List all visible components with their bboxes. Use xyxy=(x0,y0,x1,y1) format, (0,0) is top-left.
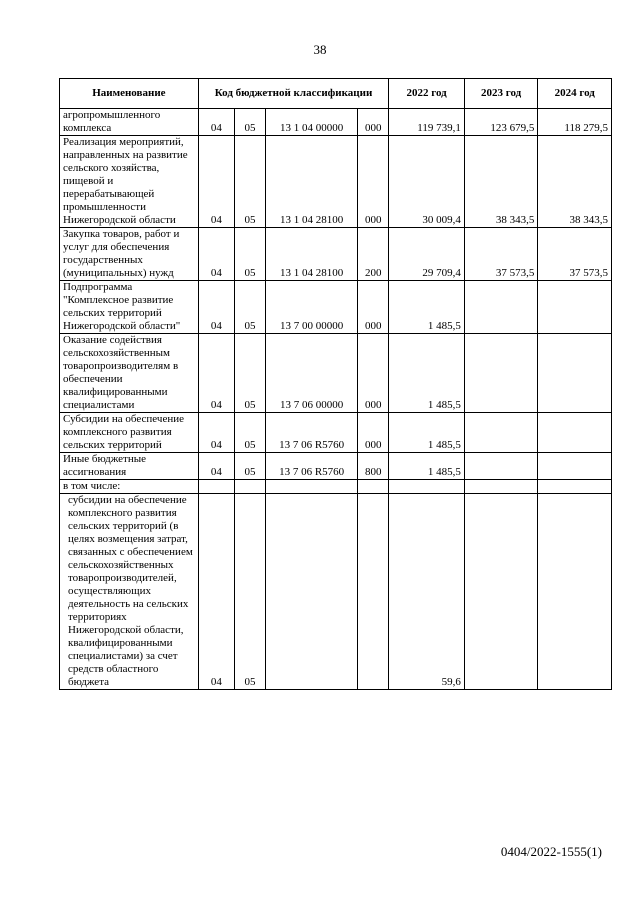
row-2024 xyxy=(538,281,612,334)
row-2024 xyxy=(538,453,612,480)
row-2022: 1 485,5 xyxy=(389,413,465,453)
row-name: Субсидии на обеспечение комплексного развития сельских территорий xyxy=(60,413,199,453)
row-subsection: 05 xyxy=(235,228,266,281)
row-expense-type: 000 xyxy=(358,281,389,334)
row-2022: 1 485,5 xyxy=(389,334,465,413)
row-target-article: 13 7 06 R5760 xyxy=(266,453,358,480)
table-header-row xyxy=(60,79,612,109)
row-name: Оказание содействия сельскохозяйственным товаропроизводителям в обеспечении квалифицированными специалистами xyxy=(60,334,199,413)
row-name: Подпрограмма "Комплексное развитие сельских территорий Нижегородской области" xyxy=(60,281,199,334)
header-code: Код бюджетной классификации xyxy=(198,79,389,109)
header-2024: 2024 год xyxy=(538,79,612,109)
row-2024: 38 343,5 xyxy=(538,136,612,228)
row-section: 04 xyxy=(198,494,234,690)
header-2022: 2022 год xyxy=(389,79,465,109)
table-row xyxy=(60,334,612,413)
row-name: Иные бюджетные ассигнования xyxy=(60,453,199,480)
page-number: 38 xyxy=(313,42,327,57)
row-target-article: 13 7 00 00000 xyxy=(266,281,358,334)
row-subsection: 05 xyxy=(235,453,266,480)
row-section: 04 xyxy=(198,109,234,136)
row-target-article: 13 1 04 00000 xyxy=(266,109,358,136)
row-2024: 37 573,5 xyxy=(538,228,612,281)
row-target-article xyxy=(266,494,358,690)
row-2023 xyxy=(464,453,538,480)
header-2023: 2023 год xyxy=(464,79,538,109)
row-section: 04 xyxy=(198,453,234,480)
row-2023 xyxy=(464,494,538,690)
row-2023 xyxy=(464,413,538,453)
row-expense-type: 800 xyxy=(358,453,389,480)
row-section xyxy=(198,480,234,494)
row-2022: 30 009,4 xyxy=(389,136,465,228)
row-2023: 37 573,5 xyxy=(464,228,538,281)
row-section: 04 xyxy=(198,136,234,228)
row-subsection xyxy=(235,480,266,494)
row-2022 xyxy=(389,480,465,494)
row-2022: 1 485,5 xyxy=(389,281,465,334)
row-2023 xyxy=(464,480,538,494)
table-row xyxy=(60,136,612,228)
header-name: Наименование xyxy=(60,79,199,109)
table-row xyxy=(60,281,612,334)
row-subsection: 05 xyxy=(235,281,266,334)
row-target-article: 13 1 04 28100 xyxy=(266,228,358,281)
row-expense-type xyxy=(358,480,389,494)
table-row xyxy=(60,228,612,281)
row-section: 04 xyxy=(198,334,234,413)
table-row xyxy=(60,480,612,494)
row-2024 xyxy=(538,494,612,690)
row-2023: 38 343,5 xyxy=(464,136,538,228)
table-row xyxy=(60,494,612,690)
table-row xyxy=(60,413,612,453)
row-expense-type: 000 xyxy=(358,334,389,413)
row-target-article xyxy=(266,480,358,494)
row-expense-type: 000 xyxy=(358,109,389,136)
row-target-article: 13 7 06 00000 xyxy=(266,334,358,413)
row-2023 xyxy=(464,334,538,413)
row-2023 xyxy=(464,281,538,334)
row-subsection: 05 xyxy=(235,334,266,413)
row-2023: 123 679,5 xyxy=(464,109,538,136)
row-subsection: 05 xyxy=(235,109,266,136)
budget-table xyxy=(59,78,612,690)
row-2022: 59,6 xyxy=(389,494,465,690)
row-name: в том числе: xyxy=(60,480,199,494)
row-section: 04 xyxy=(198,413,234,453)
row-section: 04 xyxy=(198,281,234,334)
row-name: Реализация мероприятий, направленных на развитие сельского хозяйства, пищевой и перерабатывающей промышленности Нижегородской области xyxy=(60,136,199,228)
row-name: Закупка товаров, работ и услуг для обеспечения государственных (муниципальных) нужд xyxy=(60,228,199,281)
table-row xyxy=(60,109,612,136)
table-row xyxy=(60,453,612,480)
row-2022: 1 485,5 xyxy=(389,453,465,480)
row-2022: 119 739,1 xyxy=(389,109,465,136)
row-subsection: 05 xyxy=(235,136,266,228)
row-2024: 118 279,5 xyxy=(538,109,612,136)
row-subsection: 05 xyxy=(235,413,266,453)
row-target-article: 13 1 04 28100 xyxy=(266,136,358,228)
row-name: агропромышленного комплекса xyxy=(60,109,199,136)
row-expense-type: 000 xyxy=(358,413,389,453)
document-registration-code: 0404/2022-1555(1) xyxy=(500,844,602,859)
row-2022: 29 709,4 xyxy=(389,228,465,281)
row-2024 xyxy=(538,480,612,494)
row-target-article: 13 7 06 R5760 xyxy=(266,413,358,453)
row-2024 xyxy=(538,413,612,453)
row-expense-type xyxy=(358,494,389,690)
row-2024 xyxy=(538,334,612,413)
row-expense-type: 000 xyxy=(358,136,389,228)
row-subsection: 05 xyxy=(235,494,266,690)
row-expense-type: 200 xyxy=(358,228,389,281)
row-name: субсидии на обеспечение комплексного развития сельских территорий (в целях возмещения затрат, связанных с обеспечением сельскохозяйственных товаропроизводителей, осуществляющих деятельность на сельских территориях Нижегородской области, квалифицированными специалистами) за счет средств областного бюджета xyxy=(60,494,199,690)
row-section: 04 xyxy=(198,228,234,281)
